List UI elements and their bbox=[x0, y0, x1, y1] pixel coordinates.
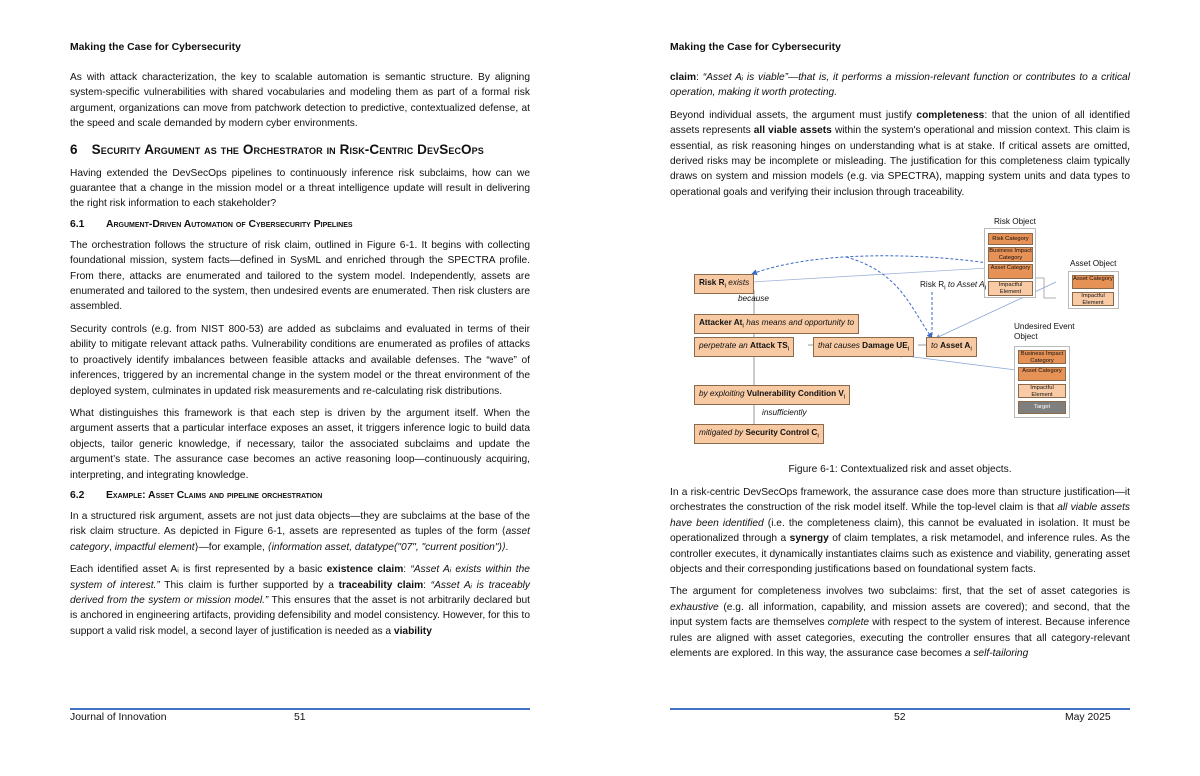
risk-object-item: Impactful Element bbox=[988, 281, 1033, 296]
asset-object-title: Asset Object bbox=[1070, 259, 1117, 268]
text-run: i bbox=[907, 345, 910, 353]
figure-6-1 bbox=[670, 212, 1130, 462]
text-run: impactful element bbox=[114, 541, 195, 553]
undesired-event-item: Business Impact Category bbox=[1018, 350, 1066, 364]
text-run: : bbox=[403, 564, 411, 576]
text-run: all viable assets bbox=[753, 125, 832, 137]
paragraph: What distinguishes this framework is that each step is driven by the argument itself. When the argument asserts that a particular interface exposes an asset, it triggers inference logic to build data objects, tailor generic knowledge, if necessary, tailor the associated subclaims and update the argument’s state. The assurance case becomes an active reasoning loop—continuously acquiring, interpreting, and integrating knowledge. bbox=[70, 407, 530, 481]
left-body bbox=[70, 70, 530, 646]
perpetrate-attack-box bbox=[694, 337, 794, 357]
relation-line bbox=[898, 355, 1016, 370]
right-body-bottom bbox=[670, 485, 1130, 668]
text-run: viability bbox=[393, 625, 432, 637]
risk-object-item: Asset Category bbox=[988, 264, 1033, 279]
paragraph: As with attack characterization, the key to scalable automation is semantic structure. By aligning system-specific vulnerabilities with shared vocabularies and modeling them as part of a formal risk argument, organizations can move from patchwork detection to predictive, contextualized defense, at the speed and scale demanded by modern cyber environments. bbox=[70, 72, 530, 130]
text-run: “Asset Aᵢ exists within the system of interest.” bbox=[70, 564, 530, 591]
paragraph bbox=[670, 584, 1130, 661]
text-run: i bbox=[724, 282, 727, 290]
asset-object-item: Impactful Element bbox=[1072, 292, 1114, 306]
text-run: that causes bbox=[818, 341, 860, 350]
text-run: Attacker At bbox=[699, 318, 743, 327]
paragraph: Having extended the DevSecOps pipelines to continuously inference risk subclaims, how can we guarantee that a change in the mission model or a threat intelligence update will result in delivering the right risk information to each stakeholder? bbox=[70, 167, 530, 210]
text-run: (i.e. the completeness claim), this cannot be evaluated in isolation. It must be operationalized through a bbox=[670, 517, 1131, 545]
text-run: Beyond individual assets, the argument must justify bbox=[670, 109, 917, 121]
text-run: : bbox=[423, 579, 431, 591]
undesired-event-item: Target bbox=[1018, 401, 1066, 414]
text-run: Damage UE bbox=[862, 341, 908, 350]
paragraph bbox=[670, 108, 1130, 200]
text-run: i bbox=[843, 393, 846, 401]
text-run: i bbox=[817, 432, 819, 440]
text-run: Risk R bbox=[920, 280, 945, 289]
journal-name: Journal of Innovation bbox=[70, 712, 167, 723]
text-run: i bbox=[984, 284, 987, 292]
text-run: completeness bbox=[916, 109, 985, 121]
vulnerability-box bbox=[694, 385, 850, 405]
paragraph bbox=[670, 70, 1130, 101]
running-header: Making the Case for Cybersecurity bbox=[70, 42, 241, 53]
text-run: Security Control C bbox=[745, 428, 818, 437]
section-heading bbox=[70, 142, 530, 157]
text-run: exhaustive bbox=[670, 601, 719, 613]
text-run: : that the union of all identified assets represents bbox=[670, 109, 1130, 137]
text-run: ⟩—for example, bbox=[194, 541, 268, 553]
text-run: claim bbox=[670, 72, 697, 83]
subsection-number: 6.1 bbox=[70, 218, 85, 230]
running-header: Making the Case for Cybersecurity bbox=[670, 42, 841, 53]
subsection-title: Example: Asset Claims and pipeline orchestration bbox=[106, 489, 323, 501]
undesired-event-title: Undesired Event Object bbox=[1014, 322, 1075, 341]
footer-rule bbox=[670, 708, 1130, 710]
subsection-number: 6.2 bbox=[70, 489, 85, 501]
text-run: of claim templates, a risk metamodel, and inference rules. As the controller executes, it dynamically instantiates claims such as existence and viability, generating asset objects and their corresponding justifications based on foundational system facts. bbox=[670, 533, 1130, 576]
relation-line bbox=[1034, 278, 1056, 298]
text-run: complete bbox=[827, 617, 870, 629]
text-run: i bbox=[787, 345, 790, 353]
causes-damage-box bbox=[813, 337, 914, 357]
text-run: i bbox=[742, 322, 744, 330]
footer-rule bbox=[70, 708, 530, 710]
text-run: Attack TS bbox=[750, 341, 788, 350]
text-run: has means and opportunity to bbox=[746, 318, 855, 327]
section-number: 6 bbox=[70, 141, 78, 157]
risk-object-title: Risk Object bbox=[994, 217, 1036, 226]
dashed-arrow bbox=[752, 256, 988, 274]
text-run: to Asset A bbox=[947, 280, 985, 289]
text-run: Risk R bbox=[699, 278, 725, 287]
text-run: In a risk-centric DevSecOps framework, the assurance case does more than structure justification—it orchestrates the construction of the risk model itself. While the top-level claim is that bbox=[670, 487, 1130, 514]
paragraph bbox=[670, 485, 1130, 577]
text-run: to bbox=[931, 341, 938, 350]
asset-object-item: Asset Category bbox=[1072, 275, 1114, 289]
risk-exists-box bbox=[694, 274, 754, 294]
text-run: “Asset Aᵢ is viable”—that is, it performs a mission-relevant function or contributes to a critical operation, making it worth protecting. bbox=[670, 72, 1130, 99]
text-run: synergy bbox=[789, 533, 829, 545]
text-run: all viable assets have been identified bbox=[670, 502, 1130, 529]
subsection-heading bbox=[70, 219, 530, 230]
issue-date: May 2025 bbox=[1065, 712, 1111, 723]
because-label bbox=[738, 294, 769, 303]
text-run: because bbox=[738, 294, 769, 303]
figure-caption: Figure 6-1: Contextualized risk and asset objects. bbox=[788, 464, 1012, 475]
text-run: : bbox=[696, 72, 703, 83]
text-run: i bbox=[970, 345, 972, 353]
text-run: Each identified asset Aᵢ is first represented by a basic bbox=[70, 564, 327, 576]
text-run: Asset A bbox=[940, 341, 971, 350]
risk-object-item: Business Impact Category bbox=[989, 248, 1032, 261]
text-run: i bbox=[944, 284, 946, 292]
text-run: This ensures that the asset is not arbitrarily declared but is anchored in engineering artifacts, providing defensibility and model consistency. However, for this to support a valid risk model, a second layer of justification is needed as a bbox=[70, 594, 530, 637]
text-run: The argument for completeness involves two subclaims: first, that the set of asset categories is bbox=[670, 586, 1130, 598]
right-body-top bbox=[670, 70, 1130, 207]
text-run: “Asset Aᵢ is traceably derived from the system or mission model.” bbox=[70, 579, 530, 606]
text-run: perpetrate an bbox=[699, 341, 748, 350]
text-run: ⟨information asset, datatype("07", "current position")⟩. bbox=[267, 541, 509, 553]
to-asset-box bbox=[926, 337, 977, 357]
text-run: mitigated by bbox=[699, 428, 744, 437]
text-run: (e.g. all information, capability, and mission assets are covered); and second, that the input system facts are themselves bbox=[670, 601, 1130, 629]
text-run: within the system's operational and mission context. This claim is essential, as risk reasoning hinges on understanding what is at stake. If critical assets are omitted, derived risks may be incomplete or misleading. The justification for this completeness claim typically draws on system and mission models (e.g. via SPECTRA), mapping system units and data types to operational goals and verifying their inclusion through traceability. bbox=[670, 125, 1131, 198]
text-run: Vulnerability Condition V bbox=[746, 389, 844, 398]
text-run: by exploiting bbox=[699, 389, 745, 398]
text-run: In a structured risk argument, assets are not just data objects—they are subclaims at the base of the risk claim structure. As depicted in Figure 6-1, assets are represented as tuples of the form ⟨ bbox=[70, 510, 530, 538]
page-number: 51 bbox=[294, 712, 306, 723]
undesired-event-item: Impactful Element bbox=[1018, 384, 1066, 398]
paragraph bbox=[70, 562, 530, 639]
text-run: This claim is further supported by a bbox=[159, 579, 339, 591]
paragraph: Security controls (e.g. from NIST 800-53) are added as subclaims and evaluated in terms of their ability to mitigate relevant attack paths. Vulnerability conditions are enumerated as profiles of attacks to proactively identify imbalances between feasible attacks and available defenses. The “wave” of inferences, triggered by an incremental change in the system model or the threat environment of the deployed system, culminates in updated risk measurements and re-calculating risk distributions. bbox=[70, 323, 530, 397]
text-run: asset category bbox=[70, 526, 530, 553]
paragraph: The orchestration follows the structure of risk claim, outlined in Figure 6-1. It begins with collecting foundational mission, system facts—defined in SysML and enriched through the SPECTRA profile. From there, attacks are enumerated and tailored to the system model. Independently, assets are enumerated and tailored to the system, then undesired events are enumerated. Then risk clusters are assembled. bbox=[70, 239, 530, 313]
paragraph bbox=[70, 509, 530, 555]
undesired-event-item: Asset Category bbox=[1018, 367, 1066, 381]
subsection-title: Argument-Driven Automation of Cybersecurity Pipelines bbox=[106, 218, 353, 230]
page-number: 52 bbox=[894, 712, 906, 723]
section-title: Security Argument as the Orchestrator in Risk-Centric DevSecOps bbox=[91, 141, 484, 157]
text-run: with respect to the system of interest. Because inference rules are aligned with asset categories, executing the controller ensures that all category-relevant elements are explored. In this way, the assurance case becomes bbox=[670, 617, 1130, 660]
text-run: a self-tailoring bbox=[964, 648, 1029, 660]
text-run: insufficiently bbox=[762, 408, 807, 417]
text-run: traceability claim bbox=[338, 579, 424, 591]
risk-object-item: Risk Category bbox=[988, 233, 1033, 245]
insufficiently-label bbox=[762, 408, 807, 417]
subsection-heading bbox=[70, 490, 530, 501]
text-run: exists bbox=[728, 278, 750, 287]
attacker-box bbox=[694, 314, 859, 334]
text-run: existence claim bbox=[326, 564, 404, 576]
security-control-box bbox=[694, 424, 824, 444]
risk-to-asset-label bbox=[920, 280, 986, 292]
text-run: , bbox=[109, 541, 115, 553]
